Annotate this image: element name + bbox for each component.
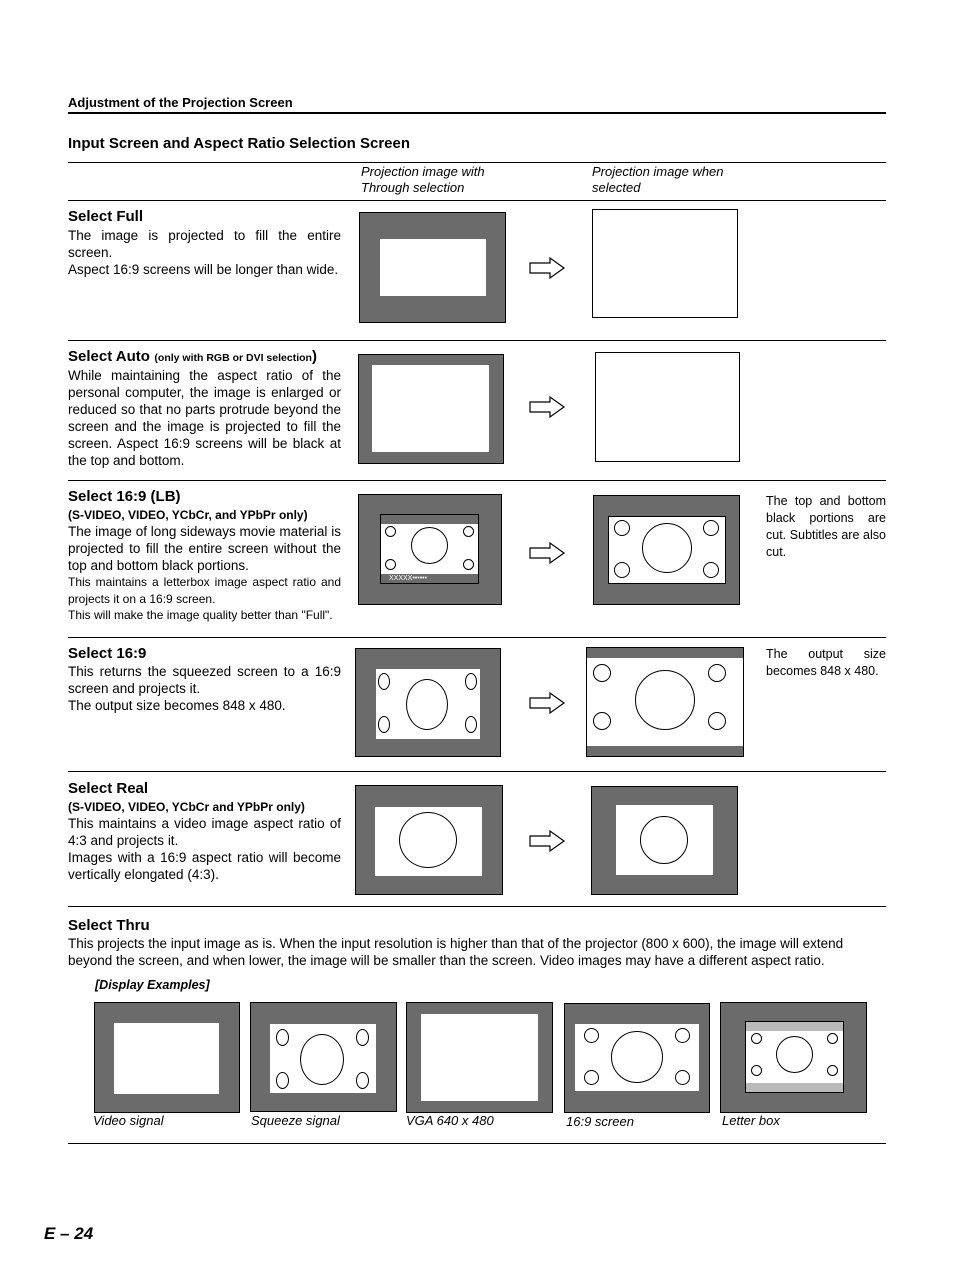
r169-bottom-bar <box>587 746 743 756</box>
row-real-title: Select Real <box>68 780 149 797</box>
row-lb-small2: This will make the image quality better than "Full". <box>68 608 333 622</box>
full-through-image <box>380 239 486 296</box>
real-selected-image <box>616 805 713 875</box>
table-header-rule <box>68 200 886 201</box>
row-full-title: Select Full <box>68 208 144 225</box>
circle-shape <box>378 673 390 690</box>
full-selected-screen <box>592 209 738 318</box>
example-169-image <box>575 1024 699 1091</box>
r169-top-bar <box>587 648 743 658</box>
header-rule <box>68 112 886 114</box>
row-full-text1: The image is projected to fill the entire screen. <box>68 228 341 260</box>
letterbox-bottom-bar <box>746 1083 843 1092</box>
lb-through-screen <box>358 494 502 605</box>
row-lb-note: The top and bottom black portions are cut. Subtitles are also cut. <box>766 494 886 559</box>
row-real-text2: Images with a 16:9 aspect ratio will become vertically elongated (4:3). <box>68 850 341 882</box>
column-header-through-line1: Projection image with <box>361 164 485 179</box>
row-auto-qualifier: (only with RGB or DVI selection <box>154 352 312 364</box>
circle-shape <box>703 562 719 578</box>
lb-selected-screen <box>593 495 740 605</box>
row-rule-1 <box>68 340 886 341</box>
circle-shape <box>675 1028 690 1043</box>
example-vga-image <box>421 1014 538 1101</box>
arrow-right-icon <box>528 256 566 280</box>
page-header-title: Adjustment of the Projection Screen <box>68 95 293 110</box>
circle-shape <box>399 812 457 868</box>
lb-through-bottom-bar <box>381 574 478 583</box>
letterbox-top-bar <box>746 1022 843 1031</box>
auto-selected-screen <box>595 352 740 462</box>
lb-through-top-bar <box>381 515 478 524</box>
row-lb-text <box>68 488 341 624</box>
column-header-through <box>361 164 485 196</box>
column-header-selected <box>592 164 724 196</box>
row-real-subtitle: (S-VIDEO, VIDEO, YCbCr and YPbPr only) <box>68 800 305 814</box>
example-letter-box <box>720 1002 867 1113</box>
circle-shape <box>584 1028 599 1043</box>
page-number: E – 24 <box>44 1224 94 1243</box>
row-thru-description: This projects the input image as is. When the input resolution is higher than that of the projector (800 x 600), the image will extend beyond the screen, and when lower, the image will be smaller than the screen. Video images may have a different aspect ratio. <box>68 936 844 968</box>
arrow-right-icon <box>528 691 566 715</box>
row-lb-title: Select 16:9 (LB) <box>68 488 181 505</box>
row-rule-3 <box>68 637 886 638</box>
circle-shape <box>463 559 474 570</box>
example-letterbox-image <box>745 1021 844 1093</box>
row-169-text1: This returns the squeezed screen to a 16:9 screen and projects it. <box>68 664 341 696</box>
circle-shape <box>708 664 726 682</box>
row-lb-subtitle: (S-VIDEO, VIDEO, YCbCr, and YPbPr only) <box>68 508 308 522</box>
circle-shape <box>463 526 474 537</box>
example-vga <box>406 1002 553 1113</box>
table-top-rule <box>68 162 886 163</box>
circle-shape <box>356 1072 369 1089</box>
auto-through-image <box>372 365 489 452</box>
r169-through-screen <box>355 648 501 757</box>
circle-shape <box>411 527 448 564</box>
circle-shape <box>584 1070 599 1085</box>
circle-shape <box>406 679 448 730</box>
row-rule-2 <box>68 480 886 481</box>
arrow-right-icon <box>528 541 566 565</box>
row-real-text <box>68 780 341 883</box>
example-squeeze-signal <box>250 1002 397 1112</box>
circle-shape <box>593 664 611 682</box>
circle-shape <box>276 1072 289 1089</box>
circle-shape <box>751 1033 762 1044</box>
circle-shape <box>776 1036 813 1073</box>
row-auto-text <box>68 348 341 469</box>
circle-shape <box>675 1070 690 1085</box>
circle-shape <box>276 1029 289 1046</box>
display-examples-label: [Display Examples] <box>95 978 210 992</box>
lb-selected-image <box>608 516 726 584</box>
row-169-note: The output size becomes 848 x 480. <box>766 647 886 678</box>
circle-shape <box>611 1031 663 1083</box>
circle-shape <box>465 673 477 690</box>
circle-shape <box>827 1065 838 1076</box>
circle-shape <box>708 712 726 730</box>
auto-through-screen <box>358 354 504 464</box>
row-rule-5 <box>68 906 886 907</box>
circle-shape <box>751 1065 762 1076</box>
example-video-signal <box>94 1002 240 1113</box>
circle-shape <box>465 716 477 733</box>
column-header-selected-line1: Projection image when <box>592 164 724 179</box>
caption-squeeze-signal: Squeeze signal <box>251 1113 340 1128</box>
r169-through-image <box>376 669 480 739</box>
caption-169-screen: 16:9 screen <box>566 1114 634 1129</box>
real-selected-screen <box>591 786 738 895</box>
arrow-right-icon <box>528 395 566 419</box>
row-full-text <box>68 208 341 278</box>
full-through-screen <box>359 212 506 323</box>
row-real-text1: This maintains a video image aspect ratio of 4:3 and projects it. <box>68 816 341 848</box>
row-auto-qualifier-close: ) <box>311 348 317 365</box>
example-video-image <box>114 1023 219 1094</box>
lb-through-image <box>380 514 479 584</box>
column-header-selected-line2: selected <box>592 180 641 195</box>
column-header-through-line2: Through selection <box>361 180 465 195</box>
row-full-text2: Aspect 16:9 screens will be longer than wide. <box>68 262 339 277</box>
row-auto-title: Select Auto <box>68 348 150 365</box>
row-lb-small1: This maintains a letterbox image aspect ratio and projects it on a 16:9 screen. <box>68 575 341 606</box>
row-auto-description: While maintaining the aspect ratio of the personal computer, the image is enlarged or reduced so that no parts protrude beyond the screen and the image is projected to fill the screen. Aspect 16:9 screens will be black at the top and bottom. <box>68 368 341 468</box>
caption-video-signal: Video signal <box>93 1113 164 1128</box>
circle-shape <box>642 523 692 573</box>
example-squeeze-image <box>270 1024 376 1093</box>
arrow-right-icon <box>528 829 566 853</box>
lb-subtitle-text: XXXXX•••••• <box>389 575 428 582</box>
circle-shape <box>356 1029 369 1046</box>
circle-shape <box>593 712 611 730</box>
circle-shape <box>703 520 719 536</box>
real-through-image <box>375 807 482 876</box>
example-169-screen <box>564 1003 710 1113</box>
circle-shape <box>827 1033 838 1044</box>
circle-shape <box>614 520 630 536</box>
row-169-text2: The output size becomes 848 x 480. <box>68 698 286 713</box>
row-169-title: Select 16:9 <box>68 645 147 662</box>
row-rule-4 <box>68 771 886 772</box>
circle-shape <box>385 559 396 570</box>
caption-vga: VGA 640 x 480 <box>406 1113 494 1128</box>
row-lb-description: The image of long sideways movie material is projected to fill the entire screen without the top and bottom black portions. <box>68 524 341 573</box>
row-thru-title: Select Thru <box>68 917 150 934</box>
circle-shape <box>635 670 695 730</box>
circle-shape <box>300 1034 344 1085</box>
circle-shape <box>640 816 688 864</box>
circle-shape <box>385 526 396 537</box>
section-title: Input Screen and Aspect Ratio Selection Screen <box>68 135 411 152</box>
row-169-text <box>68 645 341 714</box>
r169-selected-screen <box>586 647 744 757</box>
circle-shape <box>614 562 630 578</box>
table-bottom-rule <box>68 1143 886 1144</box>
caption-letter-box: Letter box <box>722 1113 780 1128</box>
real-through-screen <box>355 785 503 895</box>
circle-shape <box>378 716 390 733</box>
